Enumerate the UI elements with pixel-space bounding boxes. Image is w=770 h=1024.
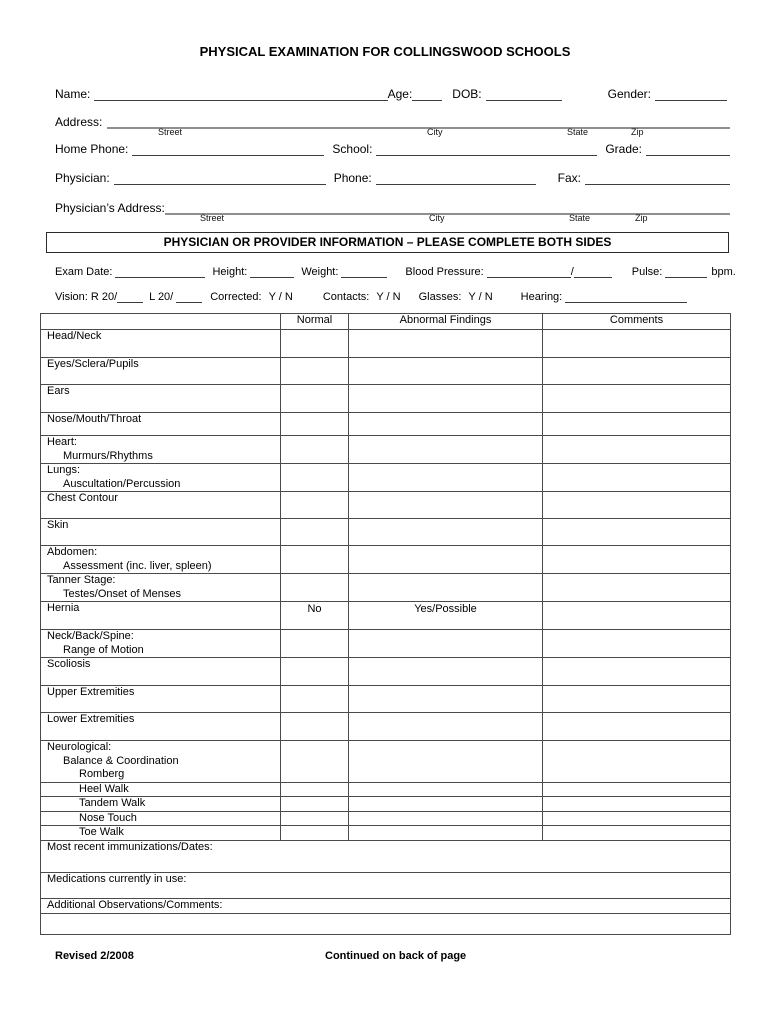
normal-cell[interactable] (281, 464, 349, 492)
comments-cell[interactable] (543, 782, 731, 797)
blood-pressure-slash: / (570, 266, 574, 278)
row-label-cell (41, 826, 281, 841)
row-label: Lower Extremities (47, 713, 135, 725)
comments-cell[interactable] (543, 797, 731, 812)
age-label: Age: (387, 87, 413, 101)
weight-label: Weight: (301, 266, 339, 278)
hearing-field[interactable] (565, 288, 687, 303)
comments-cell[interactable] (543, 546, 731, 574)
row-label: Tandem Walk (79, 797, 146, 809)
contacts-label: Contacts: (322, 291, 370, 303)
row-label: Hernia (47, 602, 80, 614)
table-row (41, 913, 731, 934)
row-label: Ears (47, 385, 70, 397)
hearing-label: Hearing: (520, 291, 563, 303)
row-label-cell (41, 519, 281, 546)
comments-cell[interactable] (543, 826, 731, 841)
table-header-row (41, 314, 731, 330)
pulse-field[interactable] (665, 263, 707, 278)
age-field[interactable] (412, 86, 442, 101)
phone-field[interactable] (376, 170, 536, 185)
row-label-cell (41, 602, 281, 630)
row-label: Toe Walk (79, 826, 124, 838)
gender-field[interactable] (655, 86, 727, 101)
table-row (41, 464, 731, 492)
name-field[interactable] (94, 86, 387, 101)
vision-left-field[interactable] (176, 288, 202, 303)
row-label: Balance & Coordination (63, 754, 179, 767)
table-row (41, 358, 731, 385)
address-sublabels (55, 127, 730, 138)
row-label: Head/Neck (47, 330, 102, 342)
row-label-cell (41, 782, 281, 797)
vision-row (55, 288, 740, 303)
row-label-cell (41, 358, 281, 385)
abnormal-findings-cell[interactable] (349, 741, 543, 783)
table-row (41, 840, 731, 872)
abnormal-findings-cell[interactable] (349, 519, 543, 546)
row-label-cell (41, 686, 281, 713)
abnormal-findings-cell[interactable] (349, 826, 543, 841)
comments-cell[interactable] (543, 464, 731, 492)
row-label: Upper Extremities (47, 686, 135, 698)
home-phone-field[interactable] (132, 141, 324, 156)
comments-cell[interactable] (543, 741, 731, 783)
row-label-cell (41, 713, 281, 741)
normal-cell[interactable] (281, 385, 349, 413)
contacts-yn-option[interactable]: Y / N (376, 291, 401, 303)
row-label: Eyes/Sclera/Pupils (47, 358, 139, 370)
abnormal-findings-cell[interactable] (349, 574, 543, 602)
abnormal-findings-cell[interactable] (349, 782, 543, 797)
abnormal-findings-cell[interactable] (349, 686, 543, 713)
page-title: PHYSICAL EXAMINATION FOR COLLINGSWOOD SCHOOLS (199, 44, 571, 59)
fax-label: Fax: (557, 171, 581, 185)
row-label: Neck/Back/Spine: (47, 630, 134, 642)
table-row (41, 492, 731, 519)
exam-date-field[interactable] (115, 263, 205, 278)
normal-cell[interactable] (281, 413, 349, 436)
abnormal-findings-cell[interactable] (349, 630, 543, 658)
row-label: Heart: (47, 436, 77, 448)
normal-column-header: Normal (281, 314, 349, 330)
comments-cell[interactable] (543, 385, 731, 413)
row-label: Heel Walk (79, 782, 129, 795)
abnormal-findings-column-header: Abnormal Findings (349, 314, 543, 330)
home-phone-label: Home Phone: (55, 142, 129, 156)
normal-cell[interactable] (281, 436, 349, 464)
table-row (41, 811, 731, 826)
grade-field[interactable] (646, 141, 730, 156)
normal-cell[interactable] (281, 546, 349, 574)
row-label: Additional Observations/Comments: (47, 898, 223, 911)
glasses-yn-option[interactable]: Y / N (468, 291, 493, 303)
full-width-cell (41, 872, 731, 898)
weight-field[interactable] (341, 263, 387, 278)
normal-cell[interactable] (281, 658, 349, 686)
row-label: Scoliosis (47, 658, 91, 670)
vision-right-field[interactable] (117, 288, 143, 303)
abnormal-findings-cell[interactable] (349, 464, 543, 492)
comments-cell[interactable] (543, 519, 731, 546)
fax-field[interactable] (585, 170, 730, 185)
vision-l-label: L 20/ (149, 291, 174, 303)
table-row (41, 385, 731, 413)
bpm-label: bpm. (711, 266, 736, 278)
normal-cell[interactable] (281, 574, 349, 602)
row-label: Most recent immunizations/Dates: (47, 840, 213, 853)
table-row (41, 546, 731, 574)
row-label-cell (41, 413, 281, 436)
label-column-header (41, 314, 281, 330)
exam-date-label: Exam Date: (55, 266, 113, 278)
abnormal-findings-cell[interactable] (349, 436, 543, 464)
normal-cell[interactable] (281, 811, 349, 826)
gender-label: Gender: (607, 87, 651, 101)
table-row (41, 797, 731, 812)
row-label-cell (41, 385, 281, 413)
normal-cell[interactable]: No (281, 602, 349, 630)
row-label: Romberg (79, 768, 125, 780)
abnormal-findings-cell[interactable] (349, 811, 543, 826)
table-row (41, 658, 731, 686)
pulse-label: Pulse: (631, 266, 663, 278)
normal-cell[interactable] (281, 630, 349, 658)
table-row (41, 713, 731, 741)
table-row (41, 826, 731, 841)
normal-cell[interactable] (281, 782, 349, 797)
grade-label: Grade: (605, 142, 642, 156)
physician-row (55, 168, 730, 185)
abnormal-findings-cell[interactable] (349, 358, 543, 385)
section-header: PHYSICIAN OR PROVIDER INFORMATION – PLEASE COMPLETE BOTH SIDES (46, 232, 729, 253)
physician-address-sublabels (55, 213, 730, 224)
normal-cell[interactable] (281, 826, 349, 841)
table-row (41, 436, 731, 464)
table-row (41, 330, 731, 358)
row-label-cell (41, 630, 281, 658)
row-label-cell (41, 492, 281, 519)
comments-column-header: Comments (543, 314, 731, 330)
normal-cell[interactable] (281, 519, 349, 546)
revised-note: Revised 2/2008 (55, 950, 134, 962)
physician-label: Physician: (55, 171, 110, 185)
row-label-cell (41, 330, 281, 358)
table-row (41, 519, 731, 546)
table-row (41, 686, 731, 713)
full-width-cell[interactable] (41, 913, 731, 934)
row-label-cell (41, 658, 281, 686)
abnormal-findings-cell[interactable] (349, 385, 543, 413)
table-row (41, 872, 731, 898)
comments-cell[interactable] (543, 602, 731, 630)
state-sublabel: State (569, 213, 591, 223)
school-label: School: (332, 142, 373, 156)
abnormal-findings-cell[interactable] (349, 330, 543, 358)
table-row (41, 782, 731, 797)
comments-cell[interactable] (543, 330, 731, 358)
comments-cell[interactable] (543, 658, 731, 686)
comments-cell[interactable] (543, 811, 731, 826)
home-phone-row (55, 139, 730, 156)
exam-table-body (41, 330, 731, 935)
address-label: Address: (55, 115, 103, 129)
row-label: Nose/Mouth/Throat (47, 413, 142, 425)
comments-cell[interactable] (543, 436, 731, 464)
full-width-cell (41, 840, 731, 872)
abnormal-findings-cell[interactable] (349, 713, 543, 741)
row-label-cell (41, 546, 281, 574)
state-sublabel: State (567, 127, 589, 137)
abnormal-findings-cell[interactable] (349, 413, 543, 436)
vision-r-label: Vision: R 20/ (55, 291, 118, 303)
height-label: Height: (212, 266, 248, 278)
blood-pressure-label: Blood Pressure: (405, 266, 484, 278)
row-label: Tanner Stage: (47, 574, 116, 586)
row-label: Range of Motion (63, 643, 144, 656)
name-row (55, 84, 727, 101)
abnormal-findings-cell[interactable] (349, 797, 543, 812)
abnormal-findings-cell[interactable] (349, 658, 543, 686)
row-label-cell (41, 574, 281, 602)
row-label-cell (41, 464, 281, 492)
row-label: Auscultation/Percussion (63, 477, 181, 490)
comments-cell[interactable] (543, 686, 731, 713)
blood-pressure-diastolic-field[interactable] (574, 263, 612, 278)
name-label: Name: (55, 87, 91, 101)
city-sublabel: City (427, 127, 443, 137)
table-row (41, 741, 731, 783)
corrected-yn-option[interactable]: Y / N (268, 291, 293, 303)
blood-pressure-systolic-field[interactable] (487, 263, 571, 278)
row-label: Murmurs/Rhythms (63, 449, 153, 462)
table-row (41, 630, 731, 658)
normal-cell[interactable] (281, 358, 349, 385)
abnormal-findings-cell[interactable] (349, 492, 543, 519)
row-label-cell (41, 811, 281, 826)
row-label: Neurological: (47, 741, 112, 753)
zip-sublabel: Zip (631, 127, 644, 137)
row-label: Skin (47, 519, 69, 531)
comments-cell[interactable] (543, 492, 731, 519)
comments-cell[interactable] (543, 713, 731, 741)
abnormal-findings-cell[interactable] (349, 546, 543, 574)
city-sublabel: City (429, 213, 445, 223)
continued-note: Continued on back of page (325, 950, 467, 962)
row-label-cell (41, 436, 281, 464)
comments-cell[interactable] (543, 358, 731, 385)
row-label: Assessment (inc. liver, spleen) (63, 559, 212, 572)
row-label: Lungs: (47, 464, 81, 476)
normal-cell[interactable] (281, 797, 349, 812)
physician-field[interactable] (114, 170, 326, 185)
full-width-cell (41, 898, 731, 913)
table-row (41, 898, 731, 913)
row-label: Chest Contour (47, 492, 118, 504)
normal-cell[interactable] (281, 492, 349, 519)
table-row (41, 413, 731, 436)
phone-label: Phone: (333, 171, 372, 185)
row-label: Abdomen: (47, 546, 98, 558)
normal-cell[interactable] (281, 741, 349, 783)
zip-sublabel: Zip (635, 213, 648, 223)
table-row (41, 602, 731, 630)
row-label: Nose Touch (79, 811, 137, 824)
abnormal-findings-cell[interactable]: Yes/Possible (349, 602, 543, 630)
comments-cell[interactable] (543, 413, 731, 436)
normal-cell[interactable] (281, 713, 349, 741)
dob-label: DOB: (452, 87, 482, 101)
corrected-label: Corrected: (210, 291, 262, 303)
height-field[interactable] (250, 263, 294, 278)
row-label-cell (41, 797, 281, 812)
normal-cell[interactable] (281, 330, 349, 358)
street-sublabel: Street (158, 127, 183, 137)
row-label: Medications currently in use: (47, 872, 187, 885)
glasses-label: Glasses: (418, 291, 462, 303)
exam-table (40, 313, 731, 935)
street-sublabel: Street (200, 213, 225, 223)
dob-field[interactable] (486, 86, 562, 101)
row-label: Testes/Onset of Menses (63, 587, 181, 600)
comments-cell[interactable] (543, 574, 731, 602)
normal-cell[interactable] (281, 686, 349, 713)
physician-address-label: Physician’s Address: (55, 201, 165, 215)
comments-cell[interactable] (543, 630, 731, 658)
table-row (41, 574, 731, 602)
exam-vitals-row (55, 263, 740, 278)
row-label-cell (41, 741, 281, 783)
school-field[interactable] (376, 141, 597, 156)
